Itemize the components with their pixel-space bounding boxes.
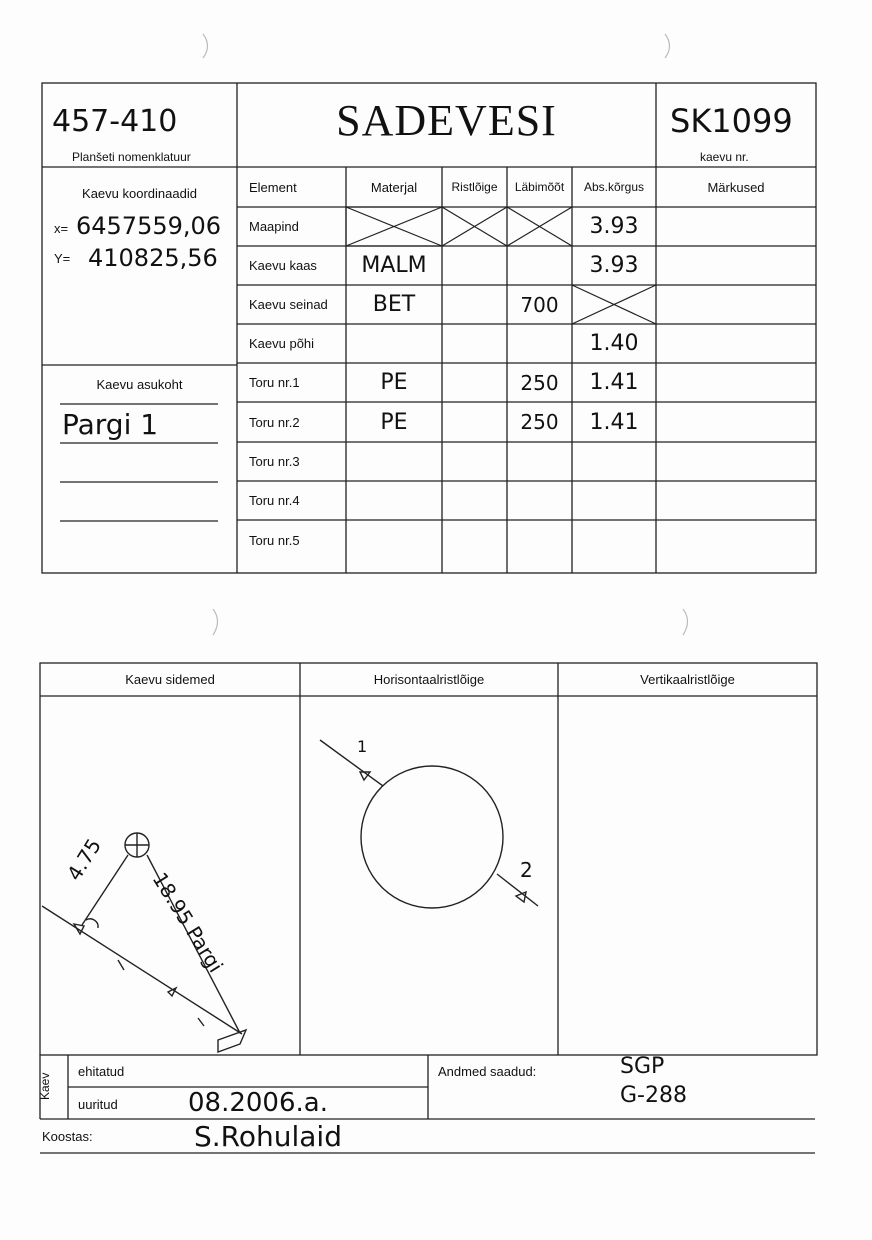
compiled-value: S.Rohulaid	[194, 1120, 342, 1153]
row-element: Toru nr.5	[249, 532, 300, 548]
row-material: BET	[372, 292, 416, 317]
row-element: Maapind	[249, 219, 299, 234]
row-material: PE	[380, 370, 408, 395]
surveyed-value: 08.2006.a.	[188, 1088, 328, 1118]
header-element: Element	[249, 179, 297, 195]
location-value: Pargi 1	[62, 408, 159, 441]
row-diameter: 250	[520, 370, 559, 395]
horizontal-section-label: Horisontaalristlõige	[373, 672, 485, 687]
row-height: 1.41	[589, 409, 639, 435]
well-label: Kaev	[38, 1072, 52, 1100]
pipe-2-label: 2	[520, 858, 533, 882]
data-source-1: SGP	[620, 1054, 665, 1079]
row-element: Toru nr.3	[249, 454, 300, 469]
nomenclature-value: 457-410	[52, 104, 178, 139]
pipe-1-label: 1	[357, 737, 368, 756]
page-title: SADEVESI	[336, 96, 557, 145]
coordinates-label: Kaevu koordinaadid	[82, 186, 197, 201]
location-label: Kaevu asukoht	[96, 377, 183, 392]
built-label: ehitatud	[78, 1064, 125, 1079]
y-coordinate-label: Y=	[54, 251, 71, 266]
ties-label: Kaevu sidemed	[125, 672, 215, 687]
surveyed-label: uuritud	[78, 1097, 118, 1112]
well-number-value: SK1099	[670, 102, 793, 140]
header-diameter: Läbimõõt	[514, 180, 565, 194]
data-received-label: Andmed saadud:	[438, 1064, 537, 1079]
data-source-2: G-288	[620, 1083, 687, 1108]
tie-distance-1: 4.75	[62, 834, 106, 885]
row-element: Toru nr.1	[249, 375, 300, 390]
row-height: 1.40	[589, 331, 639, 356]
header-cross-section: Ristlõige	[451, 180, 498, 194]
y-coordinate-value: 410825,56	[88, 244, 218, 272]
header-material: Materjal	[370, 179, 418, 195]
row-element: Toru nr.4	[249, 493, 300, 508]
vertical-section-label: Vertikaalristlõige	[640, 672, 735, 687]
well-number-label: kaevu nr.	[700, 150, 749, 164]
tie-distance-2: 18.95 Pargi	[147, 868, 228, 977]
row-material: PE	[380, 409, 408, 435]
x-coordinate-label: x=	[54, 221, 69, 236]
row-element: Kaevu põhi	[249, 336, 315, 351]
row-height: 3.93	[589, 253, 639, 278]
row-element: Toru nr.2	[249, 414, 300, 430]
header-notes: Märkused	[707, 179, 765, 195]
row-height: 1.41	[589, 370, 639, 395]
x-coordinate-value: 6457559,06	[76, 212, 222, 240]
row-element: Kaevu seinad	[249, 297, 328, 312]
row-height: 3.93	[589, 214, 639, 239]
row-diameter: 250	[520, 410, 559, 434]
horizontal-section-sketch	[320, 740, 538, 908]
header-abs-height: Abs.kõrgus	[583, 180, 645, 194]
compiled-label: Koostas:	[42, 1129, 93, 1144]
nomenclature-label: Planšeti nomenklatuur	[72, 150, 191, 164]
row-element: Kaevu kaas	[249, 258, 317, 273]
row-diameter: 700	[520, 292, 559, 317]
row-material: MALM	[361, 253, 427, 278]
